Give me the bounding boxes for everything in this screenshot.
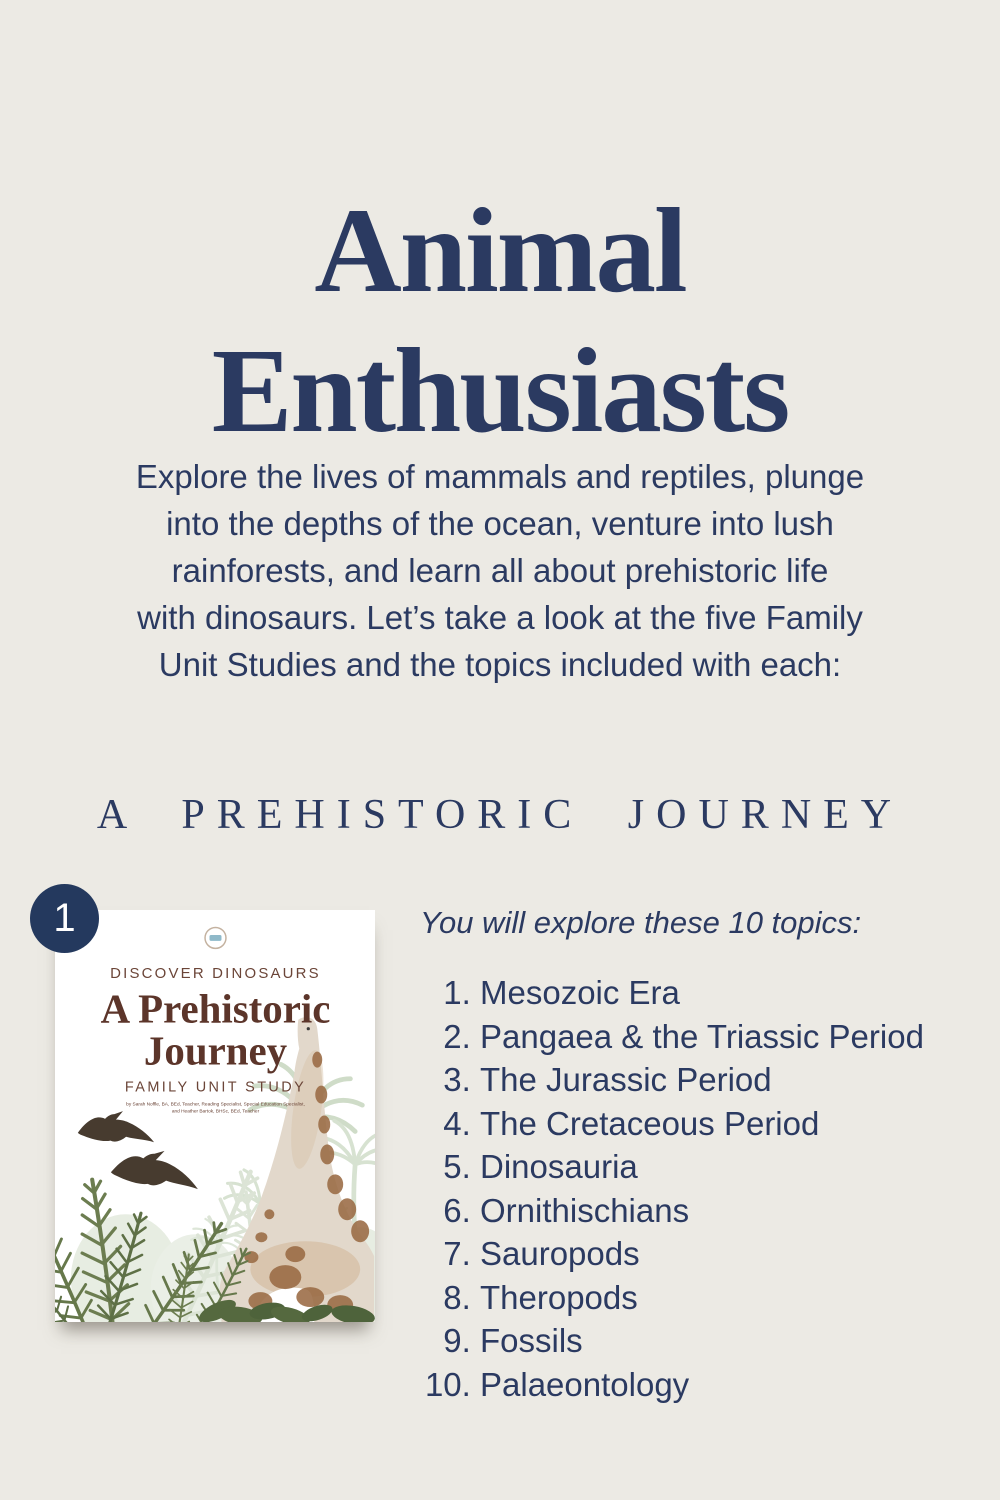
page-title-line2: Enthusiasts [211, 324, 789, 459]
cover-byline-line1: by Sarah Noffle, BA, BEd, Teacher, Reading Specialist, Special Education Specialist, [126, 1102, 305, 1108]
topic-item: 9. Fossils [480, 1319, 980, 1363]
cover-title-line1: A Prehistoric [100, 986, 331, 1032]
publisher-logo-icon [205, 927, 226, 948]
topics-heading: You will explore these 10 topics: [420, 905, 862, 940]
pterodactyl-icon [110, 1147, 200, 1189]
intro-line: rainforests, and learn all about prehistoric life [171, 552, 829, 589]
topic-item: 8. Theropods [480, 1276, 980, 1320]
intro-paragraph [0, 453, 1000, 688]
badge-number: 1 [53, 896, 76, 940]
topic-item: 7. Sauropods [480, 1232, 980, 1276]
topics-section [420, 903, 980, 1406]
cover-series-line: DISCOVER DINOSAURS [110, 964, 321, 982]
topic-item: 5. Dinosauria [480, 1145, 980, 1189]
book-cover [55, 910, 375, 1322]
topic-item: 2. Pangaea & the Triassic Period [480, 1015, 980, 1059]
intro-line: into the depths of the ocean, venture into lush [166, 505, 834, 542]
topic-item: 4. The Cretaceous Period [480, 1102, 980, 1146]
topic-item: 10. Palaeontology [480, 1363, 980, 1407]
topic-item: 6. Ornithischians [480, 1189, 980, 1233]
section-heading: A PREHISTORIC JOURNEY [96, 792, 904, 838]
intro-line: Explore the lives of mammals and reptiles, plunge [135, 458, 865, 495]
cover-byline-line2: and Heather Bartok, BHSc, BEd, Teacher [171, 1109, 260, 1115]
intro-line: Unit Studies and the topics included with each: [158, 646, 842, 683]
topic-item: 3. The Jurassic Period [480, 1058, 980, 1102]
cover-title-line2: Journey [143, 1028, 288, 1074]
page-title [0, 181, 1000, 462]
page-title-line1: Animal [314, 184, 686, 319]
topics-list [420, 971, 980, 1406]
intro-line: with dinosaurs. Let’s take a look at the five Family [137, 599, 863, 636]
pterodactyl-icons [78, 1111, 201, 1189]
topic-item: 1. Mesozoic Era [480, 971, 980, 1015]
pterodactyl-icon [78, 1111, 154, 1142]
number-badge [30, 884, 99, 953]
cover-subtitle: FAMILY UNIT STUDY [124, 1079, 307, 1096]
